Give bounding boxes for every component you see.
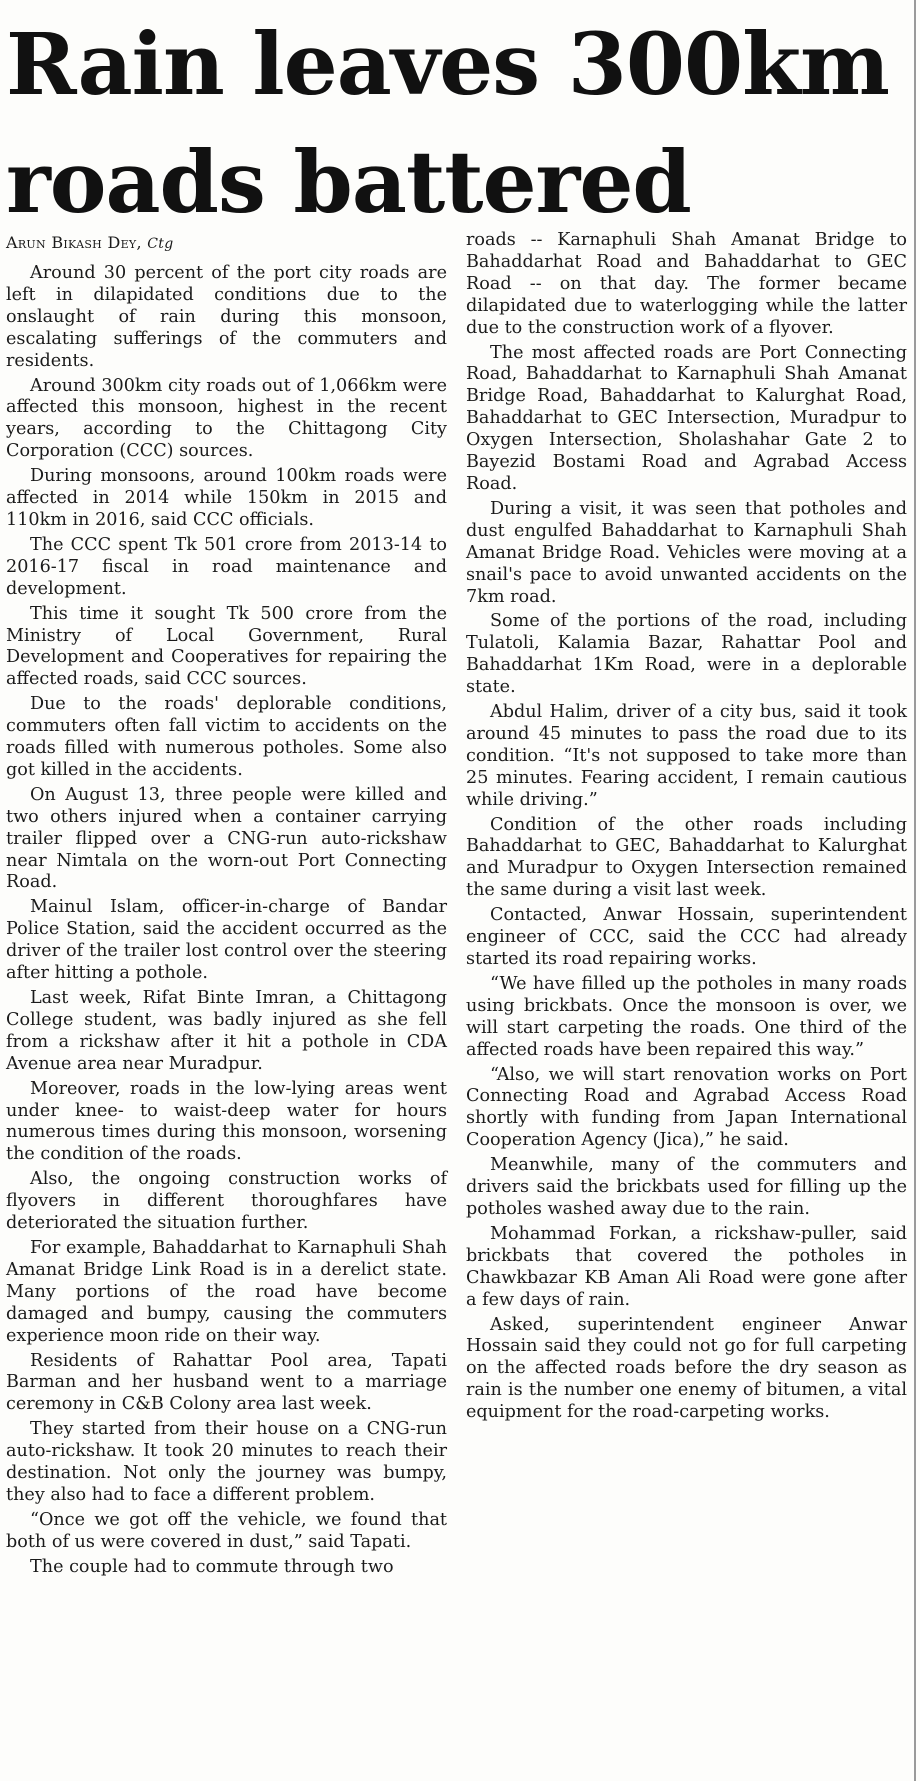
paragraph: For example, Bahaddarhat to Karnaphuli Shah Amanat Bridge Link Road is in a derelict state. Many portions of the road have become damaged and bumpy, causing the commuters experience moon ride on their way. [6,1237,447,1346]
page-edge-rule [914,0,916,1781]
paragraph: Mohammad Forkan, a rickshaw-puller, said brickbats that covered the potholes in Chawkbazar KB Aman Ali Road were gone after a few days of rain. [466,1223,907,1310]
paragraph: Abdul Halim, driver of a city bus, said it took around 45 minutes to pass the road due to its condition. “It's not supposed to take more than 25 minutes. Fearing accident, I remain cautious while driving.” [466,702,907,810]
paragraph: Last week, Rifat Binte Imran, a Chittagong College student, was badly injured as she fell from a rickshaw after it hit a pothole in CDA Avenue area near Muradpur. [6,988,447,1074]
paragraph: Moreover, roads in the low-lying areas went under knee- to waist-deep water for hours numerous times during this monsoon, worsening the condition of the roads. [6,1078,447,1165]
paragraph: Around 30 percent of the port city roads are left in dilapidated conditions due to the onslaught of rain during this monsoon, escalating sufferings of the commuters and residents. [6,263,447,371]
paragraph: Residents of Rahattar Pool area, Tapati Barman and her husband went to a marriage ceremony in C&B Colony area last week. [6,1350,447,1415]
paragraph: On August 13, three people were killed and two others injured when a container carrying trailer flipped over a CNG-run auto-rickshaw near Nimtala on the worn-out Port Connecting Road. [6,784,447,893]
byline-author: Arun Bikash Dey, [6,233,142,252]
paragraph: Also, the ongoing construction works of flyovers in different thoroughfares have deteriorated the situation further. [6,1169,447,1234]
paragraph: “We have filled up the potholes in many roads using brickbats. Once the monsoon is over, we will start carpeting the roads. One third of the affected roads have been repaired this way.” [466,973,907,1060]
paragraph: During a visit, it was seen that potholes and dust engulfed Bahaddarhat to Karnaphuli Shah Amanat Bridge Road. Vehicles were moving at a snail's pace to avoid unwanted accidents on the 7km road. [466,498,907,607]
paragraph: Around 300km city roads out of 1,066km were affected this monsoon, highest in the recent years, according to the Chittagong City Corporation (CCC) sources. [6,375,447,462]
paragraph: Some of the portions of the road, including Tulatoli, Kalamia Bazar, Rahattar Pool and Bahaddarhat 1Km Road, were in a deplorable state. [466,611,907,698]
paragraph: The most affected roads are Port Connecting Road, Bahaddarhat to Karnaphuli Shah Amanat Bridge Road, Bahaddarhat to Kalurghat Road, Bahaddarhat to GEC Intersection, Muradpur to Oxygen Intersection, Sholashahar Gate 2 to Bayezid Bostami Road and Agrabad Access Road. [466,342,907,494]
paragraph: During monsoons, around 100km roads were affected in 2014 while 150km in 2015 and 110km in 2016, said CCC officials. [6,466,447,530]
paragraph: Meanwhile, many of the commuters and drivers said the brickbats used for filling up the potholes washed away due to the rain. [466,1155,907,1219]
paragraph: The couple had to commute through two [30,1556,394,1577]
paragraph: Due to the roads' deplorable conditions, commuters often fall victim to accidents on the roads filled with numerous potholes. Some also got killed in the accidents. [6,694,447,780]
paragraph: “Also, we will start renovation works on Port Connecting Road and Agrabad Access Road shortly with funding from Japan International Cooperation Agency (Jica),” he said. [466,1064,907,1151]
paragraph: They started from their house on a CNG-run auto-rickshaw. It took 20 minutes to reach their destination. Not only the journey was bumpy, they also had to face a different problem. [6,1419,447,1505]
paragraph: Contacted, Anwar Hossain, superintendent engineer of CCC, said the CCC had already started its road repairing works. [466,905,907,969]
paragraph: “Once we got off the vehicle, we found that both of us were covered in dust,” said Tapati. [6,1509,447,1552]
paragraph: Condition of the other roads including Bahaddarhat to GEC, Bahaddarhat to Kalurghat and Muradpur to Oxygen Intersection remained the same during a visit last week. [466,814,907,901]
byline [6,230,447,257]
paragraph: Mainul Islam, officer-in-charge of Bandar Police Station, said the accident occurred as the driver of the trailer lost control over the steering after hitting a pothole. [6,897,447,984]
paragraph: The CCC spent Tk 501 crore from 2013-14 to 2016-17 fiscal in road maintenance and development. [6,534,447,599]
article-column-1 [6,230,447,1582]
byline-location: Ctg [147,236,174,252]
headline: Rain leaves 300km roads battered [6,15,889,233]
paragraph: Asked, superintendent engineer Anwar Hossain said they could not go for full carpeting on the affected roads before the dry season as rain is the number one enemy of bitumen, a vital equipment for the road-carpeting works. [466,1314,907,1423]
article-column-2 [466,230,907,1427]
paragraph: This time it sought Tk 500 crore from the Ministry of Local Government, Rural Development and Cooperatives for repairing the affected roads, said CCC sources. [6,603,447,690]
paragraph-continued: roads -- Karnaphuli Shah Amanat Bridge to Bahaddarhat Road and Bahaddarhat to GEC Road -- on that day. The former became dilapidated due to waterlogging while the latter due to the construction work of a flyover. [466,230,907,338]
